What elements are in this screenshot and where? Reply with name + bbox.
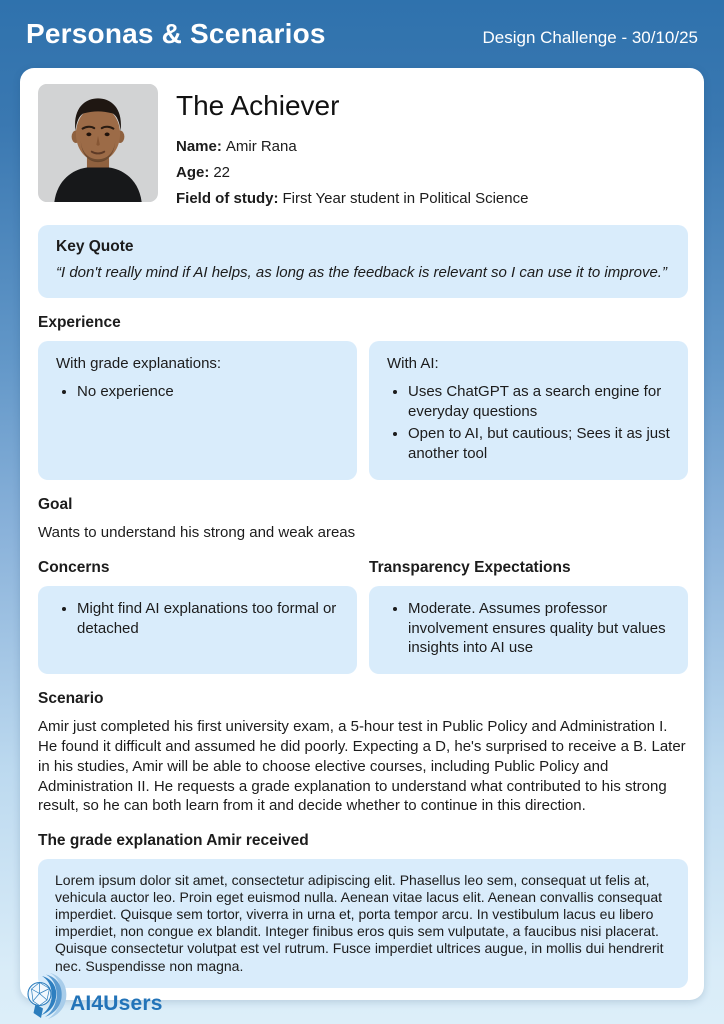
- grade-explanation-heading: The grade explanation Amir received: [38, 832, 309, 850]
- concerns-transparency-columns: [38, 543, 688, 674]
- field-study-label: Field of study:: [176, 190, 279, 207]
- key-quote-heading: Key Quote: [56, 238, 134, 255]
- key-quote-box: [38, 225, 688, 298]
- experience-grade-list: [56, 382, 341, 402]
- field-study: [176, 186, 528, 212]
- list-item: • Moderate. Assumes professor involvement ensures quality but values insights into AI use: [408, 599, 672, 658]
- ai4users-logo-text: AI4Users: [70, 992, 163, 1015]
- goal-text: Wants to understand his strong and weak areas: [38, 523, 356, 541]
- page-title: Personas & Scenarios: [26, 18, 326, 49]
- scenario-text: Amir just completed his first university exam, a 5-hour test in Public Policy and Administration I. He found it difficult and assumed he did poorly. Expecting a D, he's surprised to receive a B. Later in his studies, Amir will be able to choose elective courses, including Public Policy and Administration II. He requests a grade explanation to understand what contributed to his strong result, so he can both learn from it and decide whether to continue in this direction.: [38, 718, 686, 815]
- footer-logo: [26, 972, 163, 1022]
- profile-header: [38, 84, 688, 212]
- experience-ai-box: [369, 341, 688, 480]
- field-age-value: 22: [213, 164, 231, 181]
- field-study-value: First Year student in Political Science: [282, 190, 529, 207]
- grade-explanation-text: Lorem ipsum dolor sit amet, consectetur adipiscing elit. Phasellus leo sem, consequat ut felis at, vehicula auctor leo. Proin eget euismod nulla. Aenean vitae lacus elit. Aenean convallis consequat imperdiet. Quisque sem tortor, viverra in urna et, porta tempor arcu. In vestibulum lacus eu libero imperdiet, non congue ex blandit. Integer finibus eros quis sem vulputate, a faucibus nisi placerat. Quisque consectetur volutpat est vel rutrum. Fusce imperdiet ultrices augue, in mollis dui hendrerit nec. Suspendisse non magna.: [55, 872, 664, 974]
- list-item: • Uses ChatGPT as a search engine for everyday questions: [408, 382, 672, 422]
- ai4users-logo-icon: [26, 972, 68, 1022]
- header-subtitle: Design Challenge - 30/10/25: [482, 28, 698, 47]
- persona-card: [20, 68, 704, 1000]
- persona-photo: [38, 84, 158, 202]
- experience-grade-label: With grade explanations:: [56, 354, 222, 372]
- portrait-illustration: [38, 84, 158, 202]
- field-name-label: Name:: [176, 138, 222, 155]
- concerns-column: [38, 543, 357, 674]
- key-quote-text: “I don't really mind if AI helps, as long as the feedback is relevant so I can use it to improve.”: [56, 264, 667, 282]
- experience-ai-list: [387, 382, 672, 464]
- scenario-heading: Scenario: [38, 690, 104, 708]
- goal-heading: Goal: [38, 495, 73, 513]
- experience-columns: [38, 341, 688, 480]
- persona-info: [176, 84, 528, 212]
- transparency-heading: Transparency Expectations: [369, 558, 571, 576]
- transparency-list: [387, 599, 672, 658]
- list-item: • No experience: [77, 382, 341, 402]
- experience-ai-label: With AI:: [387, 354, 439, 372]
- field-age-label: Age:: [176, 164, 210, 181]
- transparency-box: [369, 586, 688, 674]
- experience-grade-box: [38, 341, 357, 480]
- field-age: [176, 160, 528, 186]
- field-name: [176, 134, 528, 160]
- experience-heading: Experience: [38, 313, 121, 331]
- transparency-column: [369, 543, 688, 674]
- experience-ai-column: [369, 341, 688, 480]
- concerns-heading: Concerns: [38, 558, 110, 576]
- grade-explanation-box: [38, 859, 688, 987]
- persona-name-title: The Achiever: [176, 90, 340, 121]
- field-name-value: Amir Rana: [225, 138, 297, 155]
- list-item: • Might find AI explanations too formal or detached: [77, 599, 341, 639]
- experience-grade-column: [38, 341, 357, 480]
- concerns-box: [38, 586, 357, 674]
- concerns-list: [56, 599, 341, 639]
- list-item: • Open to AI, but cautious; Sees it as just another tool: [408, 424, 672, 464]
- page-header: [0, 0, 724, 50]
